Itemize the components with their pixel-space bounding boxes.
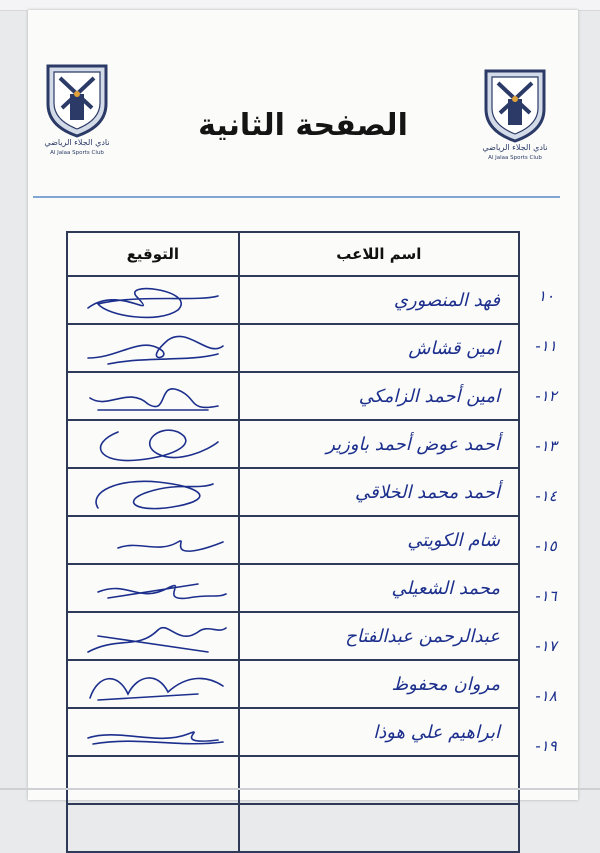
player-name: عبدالرحمن عبدالفتاح	[345, 625, 500, 647]
table-row	[67, 324, 519, 372]
row-number: ١٢-	[535, 387, 557, 405]
signature-cell	[67, 564, 239, 612]
player-name: ابراهيم علي هوذا	[373, 721, 500, 743]
row-number: ١٠	[537, 287, 555, 305]
club-name-en: Al Jalaa Sports Club	[50, 150, 104, 156]
row-number: ١٨-	[535, 687, 557, 705]
player-name: أحمد عوض أحمد باوزير	[326, 433, 500, 455]
handwritten-signature	[78, 664, 228, 706]
club-name-ar: نادي الجلاء الرياضي	[44, 138, 110, 147]
signature-cell	[67, 804, 239, 852]
table-row	[67, 420, 519, 468]
table-row	[67, 708, 519, 756]
document-page	[28, 10, 578, 800]
table-row	[67, 372, 519, 420]
row-number: ١٥-	[535, 537, 557, 555]
handwritten-signature	[78, 616, 228, 658]
player-name-cell	[239, 612, 519, 660]
signature-cell	[67, 756, 239, 804]
player-name-cell	[239, 420, 519, 468]
row-number: ١٤-	[535, 487, 557, 505]
player-name: أحمد محمد الخلاقي	[355, 481, 500, 503]
signature-cell	[67, 708, 239, 756]
signature-cell	[67, 276, 239, 324]
player-name-cell	[239, 756, 519, 804]
column-header-signature: التوقيع	[67, 232, 239, 276]
table-row	[67, 564, 519, 612]
player-name: شام الكويتي	[407, 529, 500, 551]
player-name: محمد الشعيلي	[391, 577, 500, 599]
player-name: امين أحمد الزامكي	[358, 385, 500, 407]
player-name: امين قشاش	[408, 337, 500, 359]
table-row	[67, 276, 519, 324]
player-name: مروان محفوظ	[391, 673, 500, 695]
title-divider	[33, 196, 560, 198]
player-name-cell	[239, 372, 519, 420]
table-header-row	[67, 232, 519, 276]
signature-cell	[67, 468, 239, 516]
handwritten-signature	[78, 376, 228, 418]
row-number: ١٣-	[535, 437, 557, 455]
table-row	[67, 756, 519, 804]
row-number: ١٩-	[535, 737, 557, 755]
player-name-cell	[239, 276, 519, 324]
signature-cell	[67, 372, 239, 420]
handwritten-signature	[78, 472, 228, 514]
page-title: الصفحة الثانية	[198, 108, 408, 143]
row-number: ١٧-	[535, 637, 557, 655]
club-name-ar: نادي الجلاء الرياضي	[482, 143, 548, 152]
signature-cell	[67, 324, 239, 372]
handwritten-signature	[78, 568, 228, 610]
player-name-cell	[239, 324, 519, 372]
row-number: ١٦-	[535, 587, 557, 605]
signature-cell	[67, 420, 239, 468]
signature-cell	[67, 660, 239, 708]
player-name-cell	[239, 468, 519, 516]
handwritten-signature	[78, 280, 228, 322]
row-number: ١١-	[535, 337, 557, 355]
handwritten-signature	[78, 328, 228, 370]
page-bottom-edge	[0, 788, 600, 790]
club-name-en: Al Jalaa Sports Club	[488, 155, 542, 161]
player-name-cell	[239, 804, 519, 852]
column-header-player-name: اسم اللاعب	[239, 232, 519, 276]
handwritten-signature	[78, 712, 228, 754]
handwritten-signature	[78, 520, 228, 562]
handwritten-signature	[78, 424, 228, 466]
player-signature-table	[66, 231, 520, 853]
player-name-cell	[239, 660, 519, 708]
player-name-cell	[239, 516, 519, 564]
table-row	[67, 804, 519, 852]
player-name-cell	[239, 564, 519, 612]
player-name: فهد المنصوري	[393, 289, 500, 311]
signature-cell	[67, 612, 239, 660]
signature-cell	[67, 516, 239, 564]
table-row	[67, 516, 519, 564]
player-name-cell	[239, 708, 519, 756]
table-row	[67, 612, 519, 660]
table-row	[67, 660, 519, 708]
table-row	[67, 468, 519, 516]
